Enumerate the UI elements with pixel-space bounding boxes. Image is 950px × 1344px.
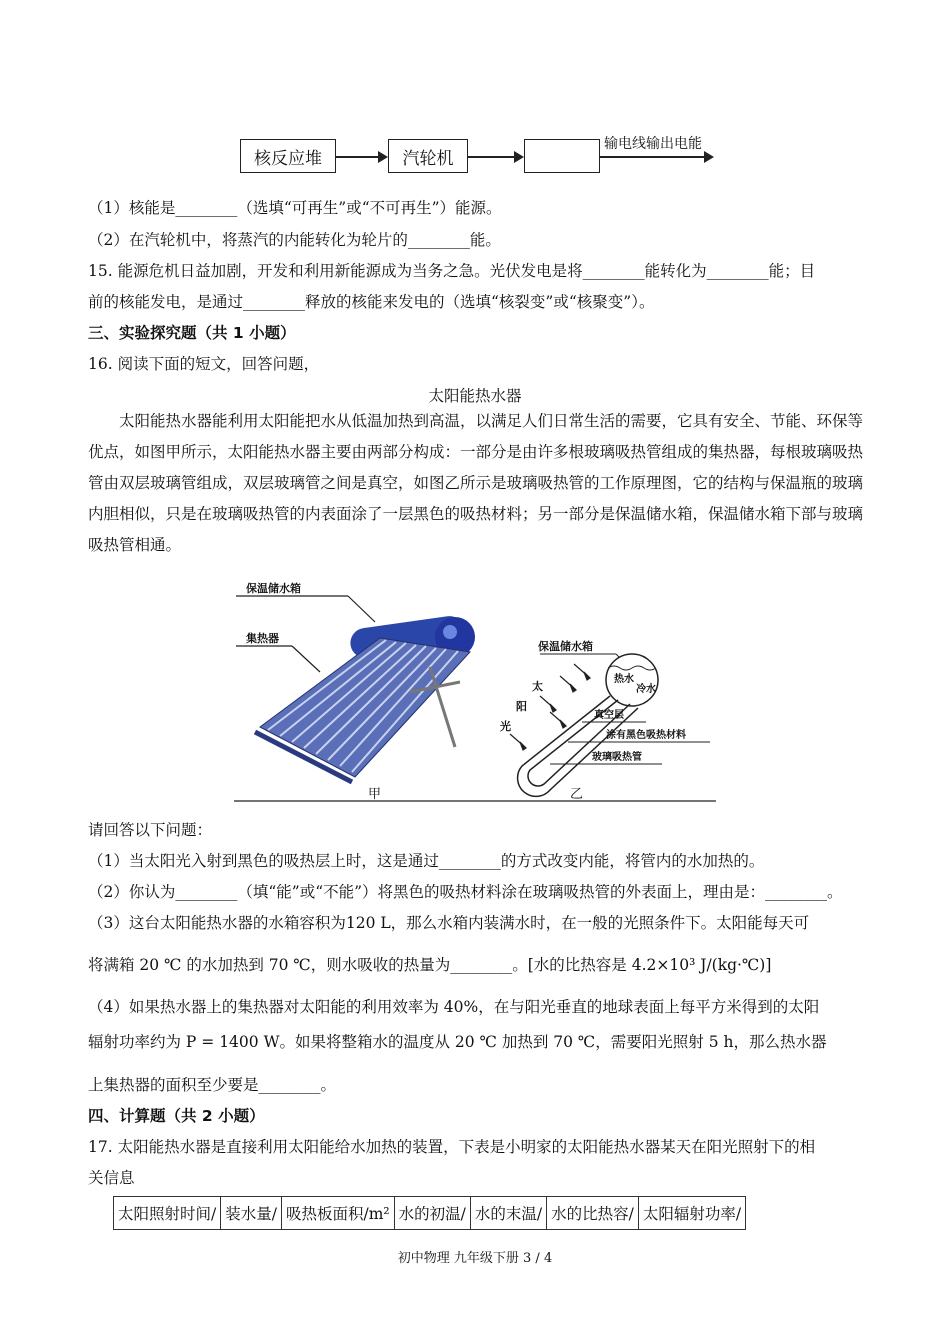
label-sun-1: 太 xyxy=(532,680,543,693)
q17-line1: 17. 太阳能热水器是直接利用太阳能给水加热的装置，下表是小明家的太阳能热水器某天在阳光照射下的相 xyxy=(88,1138,816,1156)
q17-line2: 关信息 xyxy=(88,1169,135,1187)
flow-output-label: 输电线输出电能 xyxy=(604,136,702,152)
info-table xyxy=(113,1196,746,1230)
table-header-cell: 水的初温/ xyxy=(394,1197,470,1230)
q16-sub4-line2: 辐射功率约为 P = 1400 W。如果将整箱水的温度从 20 ℃ 加热到 70 ℃，需要阳光照射 5 h，那么热水器 xyxy=(88,1033,827,1051)
table-row xyxy=(114,1197,746,1230)
flow-box-blank xyxy=(524,139,600,173)
passage-body: 太阳能热水器能利用太阳能把水从低温加热到高温，以满足人们日常生活的需要，它具有安全、节能、环保等优点，如图甲所示，太阳能热水器主要由两部分构成：一部分是由许多根玻璃吸热管组成的集热器，每根玻璃吸热管由双层玻璃管组成，双层玻璃管之间是真空，如图乙所示是玻璃吸热管的工作原理图，它的结构与保温瓶的玻璃内胆相似，只是在玻璃吸热管的内表面涂了一层黑色的吸热材料；另一部分是保温储水箱，保温储水箱下部与玻璃吸热管相通。 xyxy=(88,412,864,554)
q15-line1: 15. 能源危机日益加剧，开发和利用新能源成为当务之急。光伏发电是将________能转化为________能；目 xyxy=(88,262,816,280)
table-header-cell: 吸热板面积/m² xyxy=(281,1197,394,1230)
q16-ask: 请回答以下问题： xyxy=(88,821,213,839)
flow-box-turbine: 汽轮机 xyxy=(388,139,468,173)
q16-sub1: （1）当太阳光入射到黑色的吸热层上时，这是通过________的方式改变内能，将管内的水加热的。 xyxy=(88,852,765,870)
table-header-cell: 装水量/ xyxy=(221,1197,282,1230)
caption-yi: 乙 xyxy=(570,787,584,802)
q16-sub3-line1: （3）这台太阳能热水器的水箱容积为120 L，那么水箱内装满水时，在一般的光照条件下。太阳能每天可 xyxy=(88,914,810,932)
label-hot-water: 热水 xyxy=(614,674,634,685)
label-tank-b: 保温储水箱 xyxy=(538,640,593,653)
q16-sub2: （2）你认为________（填“能”或“不能”）将黑色的吸热材料涂在玻璃吸热管的外表面上，理由是：________。 xyxy=(88,883,843,901)
table-header-cell: 水的末温/ xyxy=(470,1197,546,1230)
label-black-material: 涂有黑色吸热材料 xyxy=(606,730,686,741)
passage-title: 太阳能热水器 xyxy=(428,387,522,405)
label-cold-water: 冷水 xyxy=(636,684,656,695)
label-tank-a: 保温储水箱 xyxy=(246,582,301,595)
q16-sub4-line3: 上集热器的面积至少要是________。 xyxy=(88,1076,337,1094)
solar-heater-figure xyxy=(230,572,720,804)
flow-arrow-1 xyxy=(336,156,386,158)
label-glass-tube: 玻璃吸热管 xyxy=(592,752,642,763)
table-header-cell: 太阳照射时间/ xyxy=(114,1197,221,1230)
page-footer: 初中物理 九年级下册 3 / 4 xyxy=(397,1251,553,1266)
label-sun-2: 阳 xyxy=(516,700,527,713)
flow-arrow-3 xyxy=(600,156,712,158)
table-header-cell: 水的比热容/ xyxy=(547,1197,639,1230)
q16-intro: 16. 阅读下面的短文，回答问题， xyxy=(88,355,320,373)
q14-part1: （1）核能是________（选填“可再生”或“不可再生”）能源。 xyxy=(88,199,502,217)
table-header-cell: 太阳辐射功率/ xyxy=(638,1197,745,1230)
section-3-heading: 三、实验探究题（共 1 小题） xyxy=(88,324,296,342)
label-sun-3: 光 xyxy=(500,720,511,733)
label-collector: 集热器 xyxy=(246,632,279,645)
q14-part2: （2）在汽轮机中，将蒸汽的内能转化为轮片的________能。 xyxy=(88,231,501,249)
q15-line2: 前的核能发电，是通过________释放的核能来发电的（选填“核裂变”或“核聚变”）。 xyxy=(88,293,655,311)
flow-arrow-2 xyxy=(468,156,522,158)
label-vacuum: 真空层 xyxy=(594,710,624,721)
flow-box-reactor: 核反应堆 xyxy=(240,139,336,173)
q16-sub4-line1: （4）如果热水器上的集热器对太阳能的利用效率为 40%，在与阳光垂直的地球表面上每平方米得到的太阳 xyxy=(88,998,820,1016)
caption-jia: 甲 xyxy=(368,787,382,802)
section-4-heading: 四、计算题（共 2 小题） xyxy=(88,1107,265,1125)
q16-sub3-line2: 将满箱 20 ℃ 的水加热到 70 ℃，则水吸收的热量为________。[水的比热容是 4.2×10³ J/(kg·℃)] xyxy=(88,956,772,974)
